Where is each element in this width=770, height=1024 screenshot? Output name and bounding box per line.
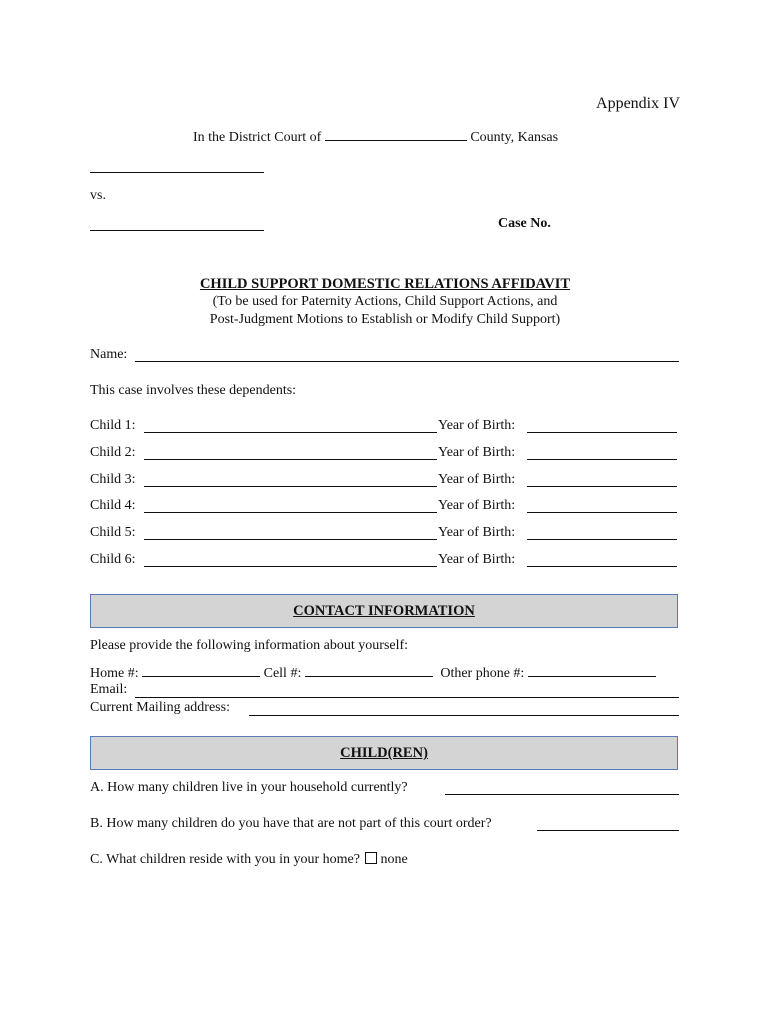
question-b: B. How many children do you have that are not part of this court order? <box>90 816 492 831</box>
children-header-title: CHILD(REN) <box>340 745 428 761</box>
county-field[interactable] <box>325 128 467 141</box>
question-c-row <box>90 852 408 868</box>
year-of-birth-label: Year of Birth: <box>438 498 516 513</box>
appendix-label: Appendix IV <box>596 95 680 112</box>
dependents-intro: This case involves these dependents: <box>90 383 297 398</box>
child-label: Child 2: <box>90 445 136 460</box>
year-of-birth-field[interactable] <box>527 459 677 460</box>
child-label: Child 4: <box>90 498 136 513</box>
cell-phone-label: Cell #: <box>263 666 302 681</box>
year-of-birth-field[interactable] <box>527 539 677 540</box>
question-c: C. What children reside with you in your home? <box>90 852 360 867</box>
year-of-birth-label: Year of Birth: <box>438 472 516 487</box>
year-of-birth-label: Year of Birth: <box>438 525 516 540</box>
none-checkbox[interactable] <box>365 852 377 864</box>
child-name-field[interactable] <box>144 486 437 487</box>
mailing-address-field[interactable] <box>249 715 679 716</box>
children-header <box>90 736 678 770</box>
court-line <box>193 128 558 146</box>
year-of-birth-field[interactable] <box>527 432 677 433</box>
year-of-birth-label: Year of Birth: <box>438 418 516 433</box>
home-phone-field[interactable] <box>142 664 260 677</box>
year-of-birth-field[interactable] <box>527 486 677 487</box>
case-number-label: Case No. <box>498 216 551 231</box>
versus-label: vs. <box>90 188 106 203</box>
contact-intro: Please provide the following information about yourself: <box>90 638 409 653</box>
child-label: Child 3: <box>90 472 136 487</box>
contact-info-header <box>90 594 678 628</box>
email-field[interactable] <box>135 697 679 698</box>
child-name-field[interactable] <box>144 432 437 433</box>
question-b-field[interactable] <box>537 830 679 831</box>
child-name-field[interactable] <box>144 459 437 460</box>
petitioner-field[interactable] <box>90 172 264 173</box>
name-label: Name: <box>90 347 128 362</box>
contact-info-title: CONTACT INFORMATION <box>293 603 475 619</box>
form-subtitle-1: (To be used for Paternity Actions, Child Support Actions, and <box>212 294 558 309</box>
child-name-field[interactable] <box>144 566 437 567</box>
none-option-label: none <box>380 852 408 867</box>
child-name-field[interactable] <box>144 539 437 540</box>
child-label: Child 6: <box>90 552 136 567</box>
year-of-birth-field[interactable] <box>527 566 677 567</box>
form-subtitle-2: Post-Judgment Motions to Establish or Modify Child Support) <box>209 312 561 327</box>
year-of-birth-label: Year of Birth: <box>438 445 516 460</box>
question-a: A. How many children live in your household currently? <box>90 780 408 795</box>
mailing-address-label: Current Mailing address: <box>90 700 230 715</box>
form-title: CHILD SUPPORT DOMESTIC RELATIONS AFFIDAVIT <box>199 276 571 292</box>
year-of-birth-field[interactable] <box>527 512 677 513</box>
other-phone-label: Other phone #: <box>440 666 525 681</box>
question-a-field[interactable] <box>445 794 679 795</box>
other-phone-field[interactable] <box>528 664 656 677</box>
home-phone-label: Home #: <box>90 666 139 681</box>
name-field[interactable] <box>135 361 679 362</box>
child-label: Child 5: <box>90 525 136 540</box>
cell-phone-field[interactable] <box>305 664 433 677</box>
court-prefix: In the District Court of <box>193 130 322 145</box>
child-name-field[interactable] <box>144 512 437 513</box>
phone-row <box>90 664 656 682</box>
child-label: Child 1: <box>90 418 136 433</box>
email-label: Email: <box>90 682 128 697</box>
respondent-field[interactable] <box>90 230 264 231</box>
year-of-birth-label: Year of Birth: <box>438 552 516 567</box>
court-suffix: County, Kansas <box>470 130 559 145</box>
